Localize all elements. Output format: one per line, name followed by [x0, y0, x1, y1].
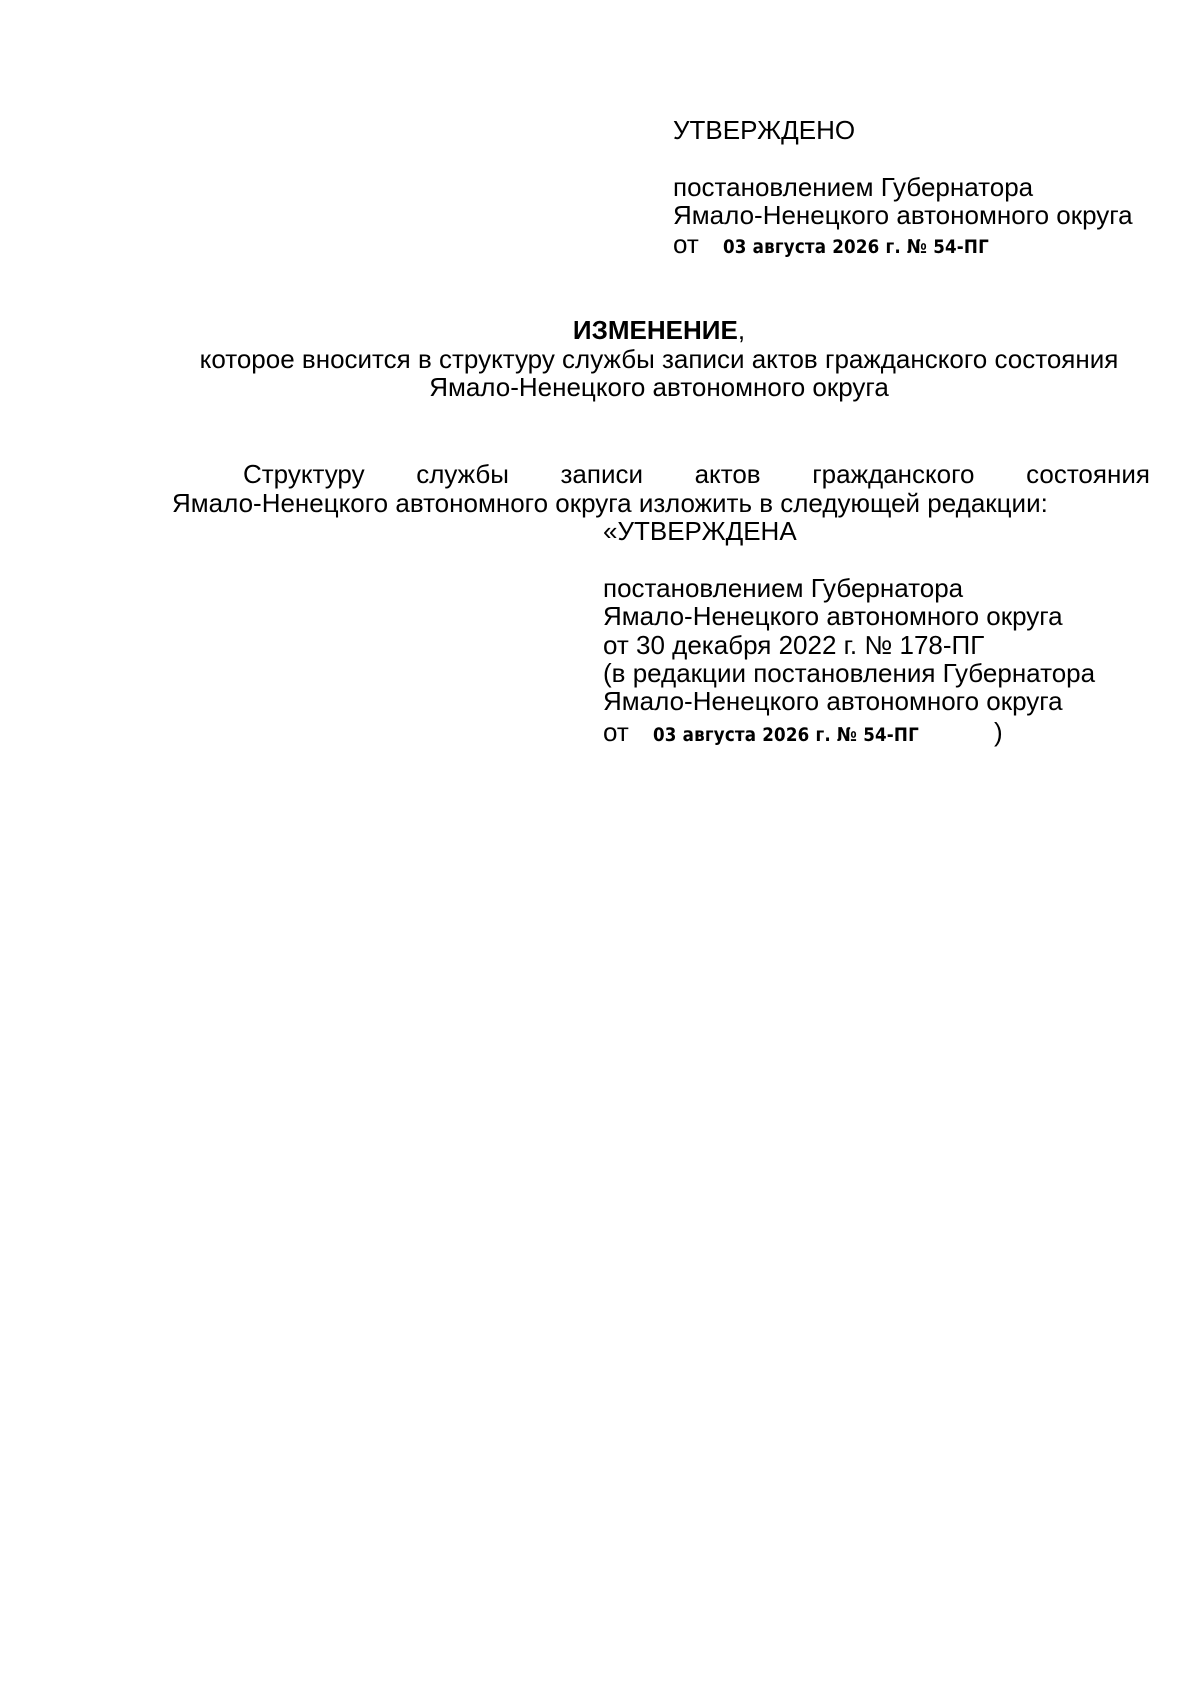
approval-date-line — [673, 229, 1025, 262]
approval-date-number: 03 августа 2026 г. № 54-ПГ — [723, 236, 990, 258]
quoted-line-5: Ямало-Ненецкого автономного округа — [603, 686, 1063, 716]
title-bold-word: ИЗМЕНЕНИЕ — [572, 315, 738, 345]
quoted-date-line — [603, 717, 955, 750]
body-word: актов — [694, 459, 761, 489]
quoted-line-3: от 30 декабря 2022 г. № 178-ПГ — [603, 630, 985, 660]
title-line-3: Ямало-Ненецкого автономного округа — [429, 372, 889, 402]
body-word: Структуру — [243, 459, 365, 489]
quoted-date-number: 03 августа 2026 г. № 54-ПГ — [653, 724, 920, 746]
quoted-line-2: Ямало-Ненецкого автономного округа — [603, 601, 1063, 631]
body-word: гражданского — [812, 459, 975, 489]
approval-line-2: Ямало-Ненецкого автономного округа — [673, 200, 1133, 230]
approval-from-prefix: от — [673, 229, 699, 259]
quoted-from-prefix: от — [603, 717, 629, 747]
body-paragraph-line-1 — [243, 459, 1150, 489]
document-title — [0, 315, 1200, 345]
body-word: записи — [560, 459, 644, 489]
approval-heading: УТВЕРЖДЕНО — [673, 115, 856, 145]
approval-line-1: постановлением Губернатора — [673, 172, 1034, 202]
body-word: состояния — [1026, 459, 1150, 489]
title-comma: , — [737, 315, 746, 345]
quoted-closing-paren: ) — [994, 717, 1003, 747]
title-line-2: которое вносится в структуру службы записи актов гражданского состояния — [199, 344, 1119, 374]
body-word: службы — [416, 459, 509, 489]
body-paragraph-line-2: Ямало-Ненецкого автономного округа изложить в следующей редакции: — [172, 488, 1048, 518]
quoted-heading: «УТВЕРЖДЕНА — [603, 516, 797, 546]
quoted-line-4: (в редакции постановления Губернатора — [603, 658, 1096, 688]
quoted-line-1: постановлением Губернатора — [603, 573, 964, 603]
